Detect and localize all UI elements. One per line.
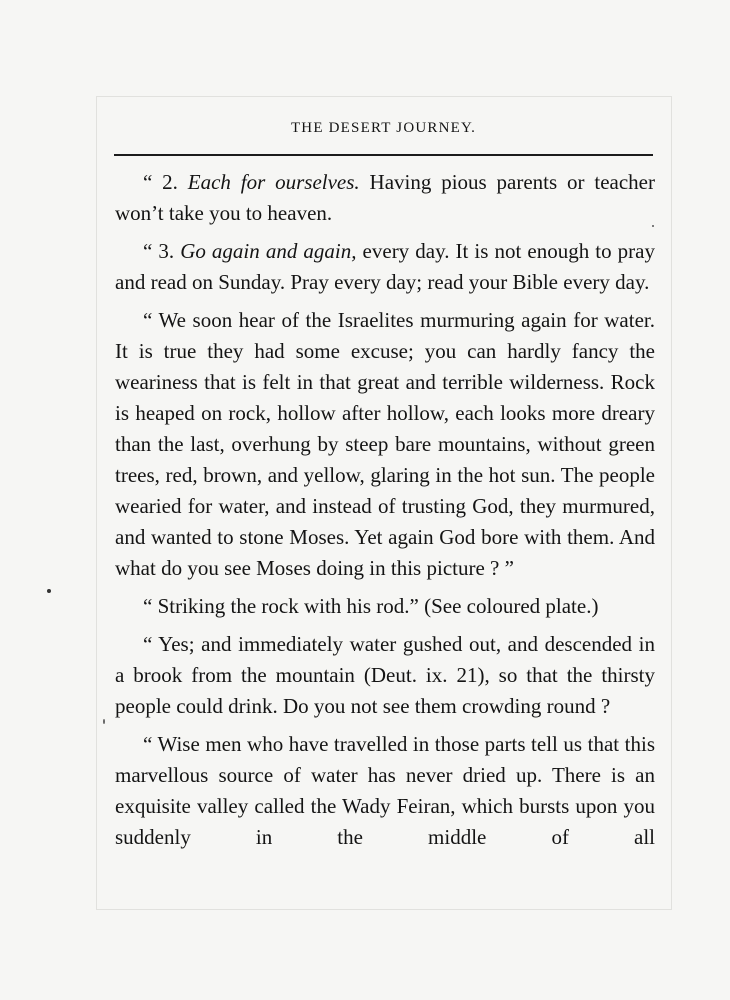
ink-speck	[47, 589, 51, 593]
paragraph-each-for-ourselves	[115, 167, 655, 229]
paragraph-quote: “ 3.	[143, 239, 181, 263]
paragraph-striking-rock: “ Striking the rock with his rod.” (See coloured plate.)	[143, 594, 599, 618]
paragraph-wise-men: “ Wise men who have travelled in those parts tell us that this marvellous source of water has never dried up. There is an exquisite valley called the Wady Feiran, which bursts upon you suddenly in the middle of all	[115, 732, 655, 849]
header-rule	[114, 154, 653, 156]
paragraph-water-gushed: “ Yes; and immediately water gushed out, and descended in a brook from the mountain (Deut. ix. 21), so that the thirsty people could drink. Do you not see them crowding round ?	[115, 632, 655, 718]
ink-speck	[652, 225, 654, 227]
paragraph-text: every day. It is not enough to pray and read on Sunday. Pray every day; read your Bible every day.	[115, 239, 655, 294]
ink-speck	[103, 719, 105, 724]
paragraph-emphasis: Go again and again,	[180, 239, 357, 263]
paragraph-text: Having pious parents or teacher won’t take you to heaven.	[115, 170, 655, 225]
paragraph-go-again	[115, 236, 655, 298]
paragraph-israelites-murmuring: “ We soon hear of the Israelites murmuring again for water. It is true they had some excuse; you can hardly fancy the weariness that is felt in that great and terrible wilderness. Rock is heaped on rock, hollow after hollow, each looks more dreary than the last, overhung by steep bare mountains, without green trees, red, brown, and yellow, glaring in the hot sun. The people wearied for water, and instead of trusting God, they murmured, and wanted to stone Moses. Yet again God bore with them. And what do you see Moses doing in this picture ? ”	[115, 308, 655, 580]
paragraph-quote: “ 2.	[143, 170, 188, 194]
running-head: THE DESERT JOURNEY.	[290, 120, 477, 136]
paragraph-emphasis: Each for ourselves.	[187, 170, 360, 194]
body-text	[115, 167, 655, 853]
